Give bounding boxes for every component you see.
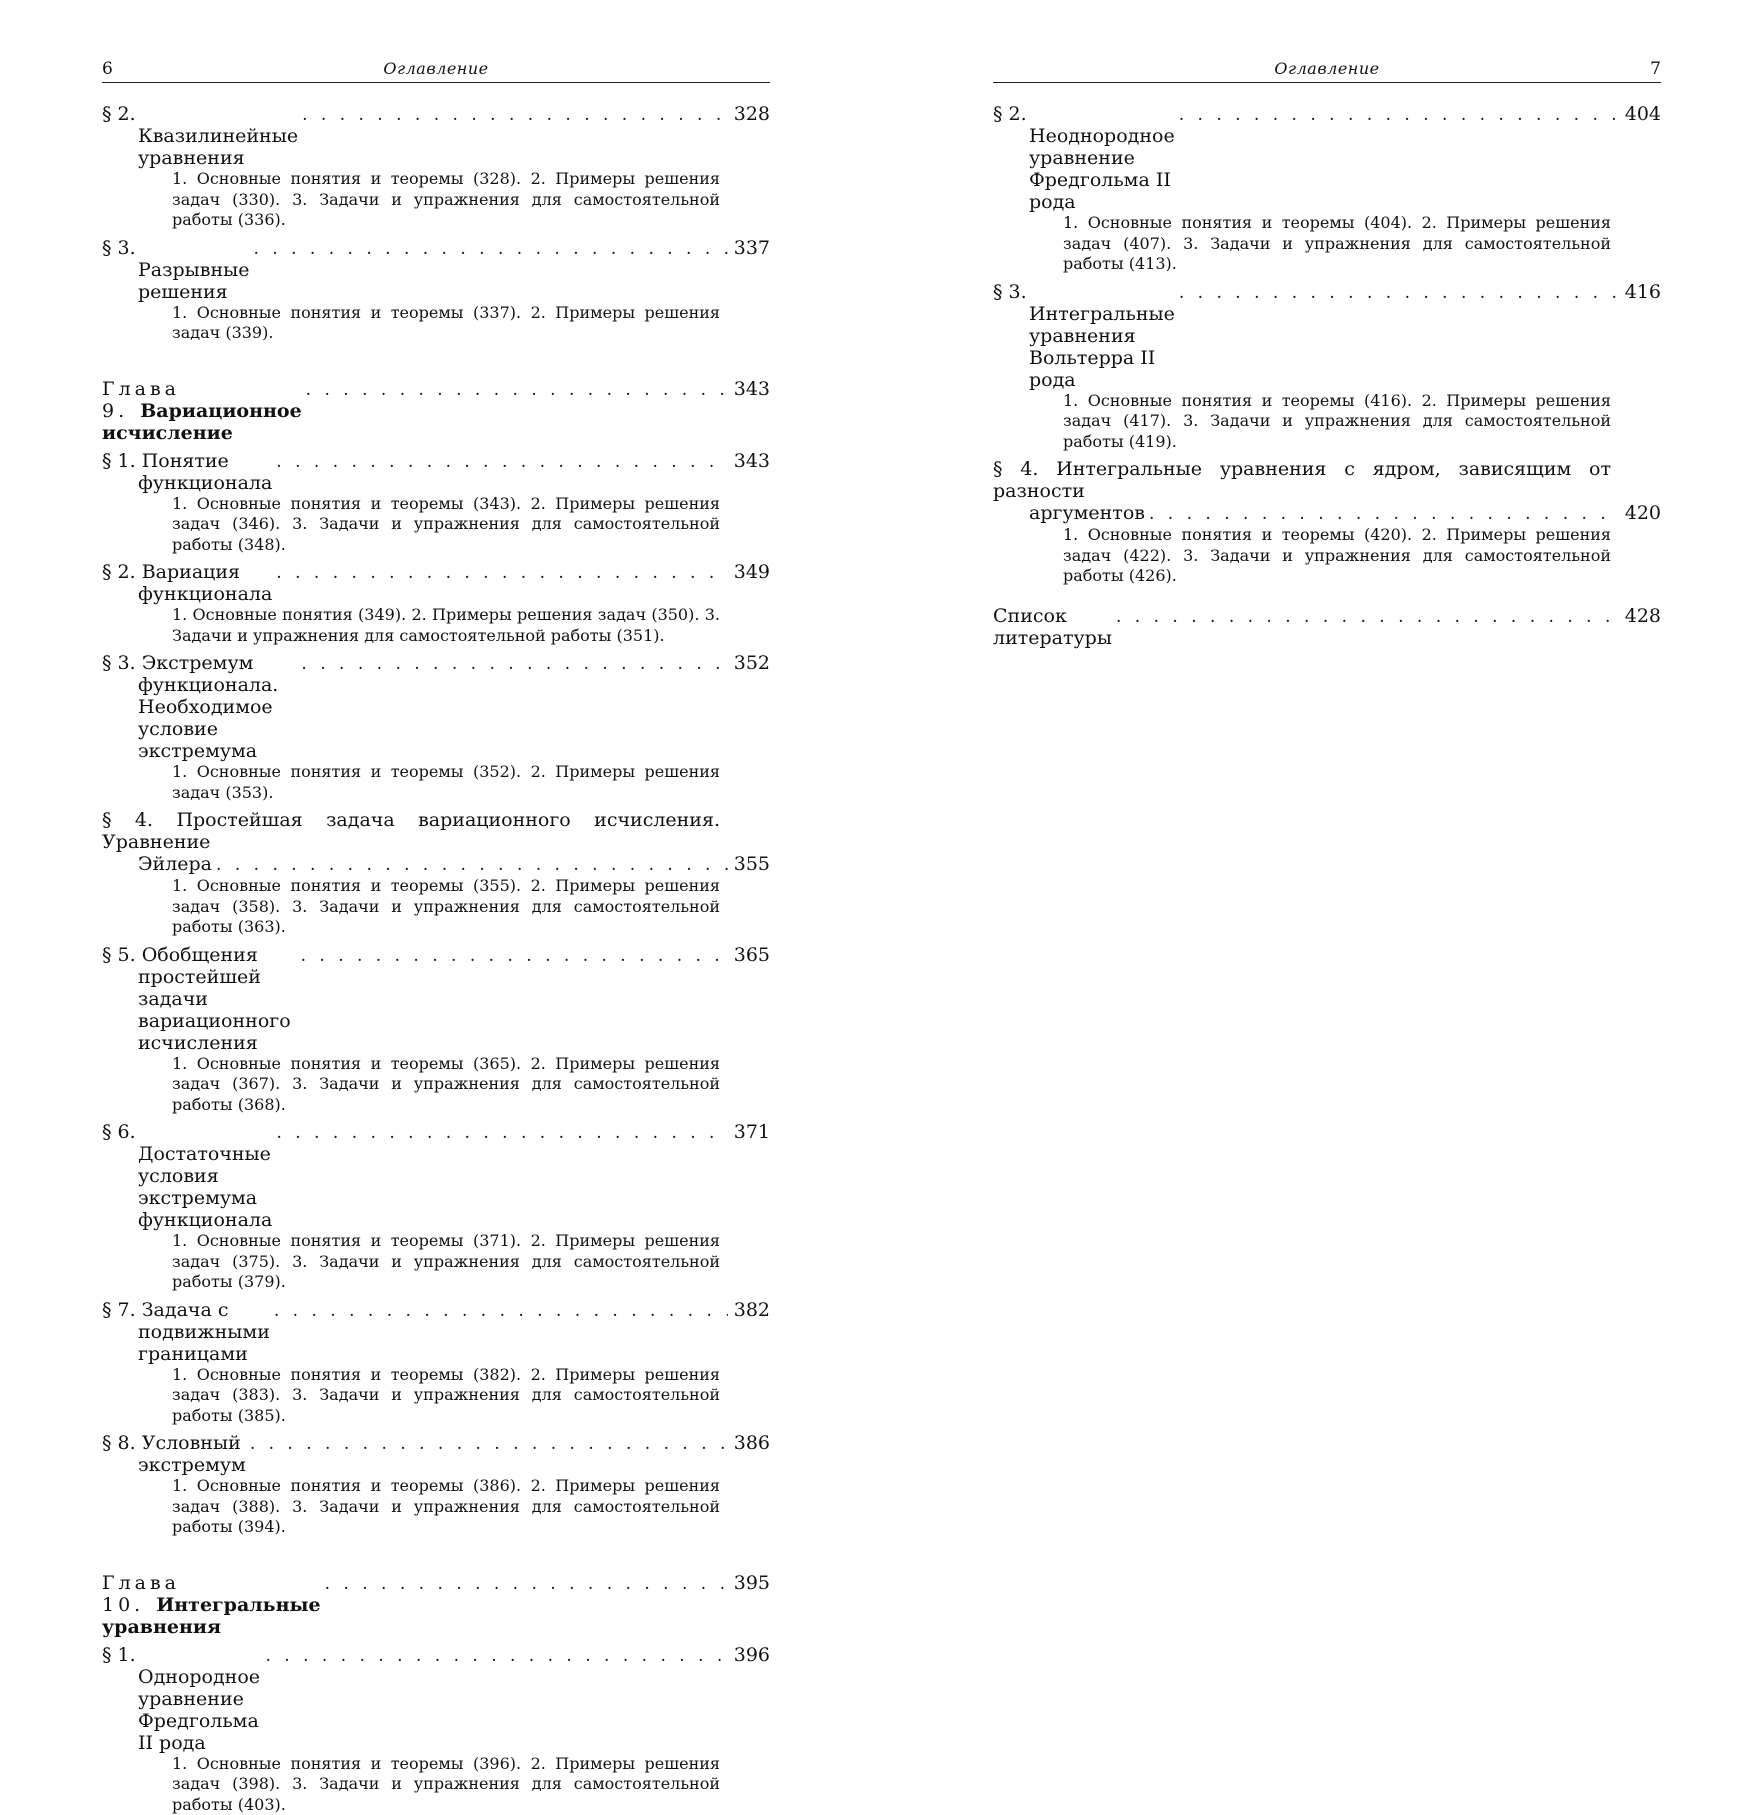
- entry-page: 404: [1619, 103, 1661, 125]
- entry-page: 355: [728, 853, 770, 875]
- entry-subsections: 1. Основные понятия (349). 2. Примеры решения задач (350). 3. Задачи и упражнения для самостоятельной работы (351).: [172, 605, 720, 646]
- entry-title[interactable]: § 1. Однородное уравнение Фредгольма II рода: [102, 1644, 262, 1754]
- dot-leader: [298, 104, 728, 126]
- dot-leader: [212, 854, 728, 876]
- entry-title[interactable]: § 7. Задача с подвижными границами: [102, 1299, 270, 1365]
- toc-list: [102, 103, 770, 1815]
- entry-title[interactable]: § 2. Квазилинейные уравнения: [102, 103, 298, 169]
- toc-entry[interactable]: [102, 1299, 770, 1427]
- entry-title[interactable]: § 1. Понятие функционала: [102, 450, 272, 494]
- entry-title[interactable]: § 2. Вариация функционала: [102, 561, 272, 605]
- entry-page: 395: [728, 1572, 770, 1594]
- entry-page: 420: [1619, 502, 1661, 524]
- entry-page: 428: [1619, 605, 1661, 627]
- entry-page: 371: [728, 1121, 770, 1143]
- running-title: Оглавление: [102, 58, 770, 80]
- dot-leader: [272, 451, 728, 473]
- entry-title[interactable]: § 6. Достаточные условия экстремума функционала: [102, 1121, 272, 1231]
- toc-entry[interactable]: [102, 1644, 770, 1815]
- entry-title-continuation[interactable]: Эйлера: [102, 853, 212, 875]
- entry-subsections: 1. Основные понятия и теоремы (355). 2. Примеры решения задач (358). 3. Задачи и упражнения для самостоятельной работы (363).: [172, 876, 720, 938]
- entry-title[interactable]: Список литературы: [993, 605, 1112, 649]
- dot-leader: [249, 238, 728, 260]
- entry-page: 386: [728, 1432, 770, 1454]
- chapter-prefix: Глава 9.: [102, 378, 180, 422]
- entry-subsections: 1. Основные понятия и теоремы (420). 2. Примеры решения задач (422). 3. Задачи и упражнения для самостоятельной работы (426).: [1063, 525, 1611, 587]
- entry-subsections: 1. Основные понятия и теоремы (343). 2. Примеры решения задач (346). 3. Задачи и упражнения для самостоятельной работы (348).: [172, 494, 720, 556]
- entry-subsections: 1. Основные понятия и теоремы (404). 2. Примеры решения задач (407). 3. Задачи и упражнения для самостоятельной работы (413).: [1063, 213, 1611, 275]
- dot-leader: [1112, 606, 1619, 628]
- toc-entry[interactable]: [102, 809, 770, 938]
- right-page: [993, 0, 1661, 649]
- running-title: Оглавление: [993, 58, 1661, 80]
- toc-entry[interactable]: [102, 1121, 770, 1293]
- entry-subsections: 1. Основные понятия и теоремы (337). 2. Примеры решения задач (339).: [172, 303, 720, 344]
- left-page: [102, 0, 770, 1815]
- entry-title[interactable]: § 4. Интегральные уравнения с ядром, зависящим от разности: [993, 458, 1611, 502]
- entry-title-continuation[interactable]: аргументов: [993, 502, 1145, 524]
- toc-entry[interactable]: [102, 450, 770, 556]
- chapter-entry[interactable]: [102, 378, 770, 444]
- dot-leader: [321, 1573, 728, 1595]
- page-number: 7: [1650, 58, 1661, 80]
- toc-entry[interactable]: [102, 944, 770, 1116]
- chapter-entry[interactable]: [102, 1572, 770, 1638]
- dot-leader: [246, 1433, 728, 1455]
- entry-subsections: 1. Основные понятия и теоремы (365). 2. Примеры решения задач (367). 3. Задачи и упражнения для самостоятельной работы (368).: [172, 1054, 720, 1116]
- dot-leader: [1175, 282, 1619, 304]
- dot-leader: [302, 379, 728, 401]
- entry-subsections: 1. Основные понятия и теоремы (396). 2. Примеры решения задач (398). 3. Задачи и упражнения для самостоятельной работы (403).: [172, 1754, 720, 1815]
- entry-page: 343: [728, 378, 770, 400]
- chapter-prefix: Глава 10.: [102, 1572, 180, 1616]
- entry-title[interactable]: § 5. Обобщения простейшей задачи вариационного исчисления: [102, 944, 297, 1054]
- dot-leader: [1145, 503, 1619, 525]
- dot-leader: [297, 653, 728, 675]
- dot-leader: [297, 945, 728, 967]
- entry-title[interactable]: § 3. Интегральные уравнения Вольтерра II рода: [993, 281, 1175, 391]
- entry-subsections: 1. Основные понятия и теоремы (328). 2. Примеры решения задач (330). 3. Задачи и упражнения для самостоятельной работы (336).: [172, 169, 720, 231]
- toc-entry[interactable]: [993, 458, 1661, 587]
- entry-page: 365: [728, 944, 770, 966]
- entry-subsections: 1. Основные понятия и теоремы (386). 2. Примеры решения задач (388). 3. Задачи и упражнения для самостоятельной работы (394).: [172, 1476, 720, 1538]
- toc-entry[interactable]: [102, 1432, 770, 1538]
- entry-page: 352: [728, 652, 770, 674]
- dot-leader: [270, 1300, 728, 1322]
- entry-subsections: 1. Основные понятия и теоремы (416). 2. Примеры решения задач (417). 3. Задачи и упражнения для самостоятельной работы (419).: [1063, 391, 1611, 453]
- entry-page: 349: [728, 561, 770, 583]
- toc-entry[interactable]: [102, 652, 770, 803]
- entry-subsections: 1. Основные понятия и теоремы (382). 2. Примеры решения задач (383). 3. Задачи и упражнения для самостоятельной работы (385).: [172, 1365, 720, 1427]
- chapter-title[interactable]: Интегральные уравнения: [102, 1594, 321, 1638]
- entry-page: 343: [728, 450, 770, 472]
- toc-entry[interactable]: [102, 237, 770, 344]
- entry-page: 396: [728, 1644, 770, 1666]
- toc-entry[interactable]: [993, 103, 1661, 275]
- toc-entry[interactable]: [993, 281, 1661, 453]
- entry-title[interactable]: § 2. Неоднородное уравнение Фредгольма II рода: [993, 103, 1175, 213]
- entry-subsections: 1. Основные понятия и теоремы (371). 2. Примеры решения задач (375). 3. Задачи и упражнения для самостоятельной работы (379).: [172, 1231, 720, 1293]
- toc-list: [993, 103, 1661, 649]
- entry-subsections: 1. Основные понятия и теоремы (352). 2. Примеры решения задач (353).: [172, 762, 720, 803]
- entry-page: 337: [728, 237, 770, 259]
- running-head: [993, 58, 1661, 83]
- bibliography-entry[interactable]: [993, 605, 1661, 649]
- entry-title[interactable]: § 3. Экстремум функционала. Необходимое условие экстремума: [102, 652, 297, 762]
- dot-leader: [272, 562, 728, 584]
- dot-leader: [1175, 104, 1619, 126]
- entry-page: 382: [728, 1299, 770, 1321]
- page-number: 6: [102, 58, 113, 80]
- toc-entry[interactable]: [102, 561, 770, 646]
- running-head: [102, 58, 770, 83]
- entry-title[interactable]: § 4. Простейшая задача вариационного исчисления. Уравнение: [102, 809, 720, 853]
- dot-leader: [272, 1122, 728, 1144]
- dot-leader: [262, 1645, 729, 1667]
- entry-title[interactable]: § 8. Условный экстремум: [102, 1432, 246, 1476]
- entry-title[interactable]: § 3. Разрывные решения: [102, 237, 249, 303]
- entry-page: 328: [728, 103, 770, 125]
- chapter-title[interactable]: Вариационное исчисление: [102, 400, 302, 444]
- toc-entry[interactable]: [102, 103, 770, 231]
- entry-page: 416: [1619, 281, 1661, 303]
